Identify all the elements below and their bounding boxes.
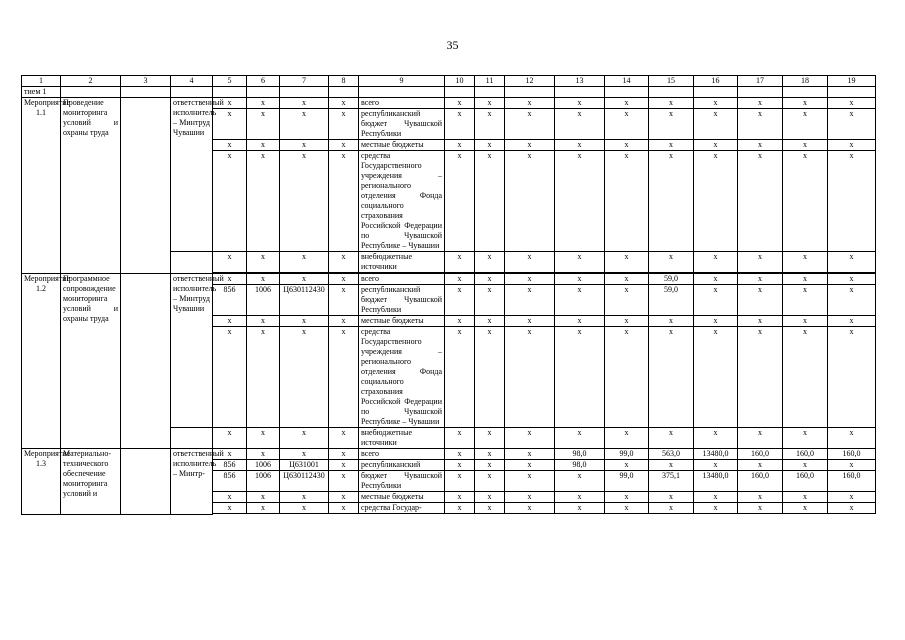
table-row [22,449,876,460]
value-cell: x [694,316,738,327]
empty-cell [555,514,605,515]
source-label: внебюджетные источники [359,252,445,273]
empty-cell [475,514,505,515]
empty-cell [445,514,475,515]
value-cell: 1006 [247,471,280,492]
empty-cell [61,87,121,98]
value-cell: x [505,449,555,460]
header-cell: 4 [171,76,213,87]
value-cell: x [329,109,359,140]
value-cell: x [828,428,876,449]
value-cell: x [783,503,828,514]
value-cell: x [505,252,555,273]
value-cell: x [247,252,280,273]
continuation-row [22,87,876,98]
value-cell: x [505,460,555,471]
value-cell: x [329,98,359,109]
value-cell: 98,0 [555,449,605,460]
empty-cell [121,87,171,98]
value-cell: x [445,471,475,492]
header-cell: 7 [280,76,329,87]
value-cell: x [738,492,783,503]
value-cell: x [555,471,605,492]
header-cell: 6 [247,76,280,87]
value-cell: x [213,428,247,449]
value-cell: x [213,109,247,140]
value-cell: x [738,428,783,449]
value-cell: x [738,285,783,316]
value-cell: 59,0 [649,274,694,285]
value-cell: x [783,109,828,140]
value-cell: x [213,98,247,109]
value-cell: x [828,316,876,327]
value-cell: x [213,274,247,285]
value-cell: x [694,460,738,471]
empty-cell [694,514,738,515]
value-cell: x [555,503,605,514]
value-cell: x [555,327,605,428]
value-cell: x [280,492,329,503]
value-cell: x [505,140,555,151]
empty-cell [828,87,876,98]
value-cell: x [445,109,475,140]
value-cell: x [505,471,555,492]
value-cell: x [247,151,280,252]
value-cell: x [280,316,329,327]
value-cell: x [505,327,555,428]
value-cell: x [247,316,280,327]
empty-cell [213,87,247,98]
empty-cell [475,87,505,98]
value-cell: x [694,492,738,503]
value-cell: x [738,151,783,252]
value-cell: x [605,252,649,273]
event-title: Проведение мониторинга условий и охраны труда [61,98,121,274]
source-label: всего [359,98,445,109]
value-cell: x [738,109,783,140]
value-cell: x [694,503,738,514]
value-cell: x [828,109,876,140]
value-cell: x [828,492,876,503]
value-cell: x [329,285,359,316]
value-cell: x [280,98,329,109]
value-cell: x [213,327,247,428]
value-cell: x [555,274,605,285]
value-cell: x [649,327,694,428]
value-cell: x [445,327,475,428]
value-cell: x [329,492,359,503]
value-cell: x [605,460,649,471]
header-cell: 1 [22,76,61,87]
value-cell: x [280,140,329,151]
value-cell: x [247,428,280,449]
value-cell: x [445,98,475,109]
header-cell: 14 [605,76,649,87]
value-cell: x [649,109,694,140]
event-executor: ответственный исполнитель – Минтруд Чувашии [171,98,213,252]
value-cell: x [649,492,694,503]
value-cell: x [505,274,555,285]
funding-table [21,75,876,515]
value-cell: x [213,151,247,252]
value-cell: x [783,428,828,449]
table-row [22,98,876,109]
value-cell: x [280,274,329,285]
value-cell: x [213,503,247,514]
value-cell: x [475,428,505,449]
value-cell: x [213,492,247,503]
event-name: Мероприятие 1.3 [22,449,61,515]
value-cell: x [213,140,247,151]
value-cell: x [247,449,280,460]
value-cell: x [555,316,605,327]
empty-cell [783,514,828,515]
value-cell: 99,0 [605,449,649,460]
event-title: Материально-технического обеспечение мониторинга условий и [61,449,121,515]
value-cell: x [445,460,475,471]
value-cell: x [694,327,738,428]
value-cell: x [694,98,738,109]
value-cell: x [505,151,555,252]
value-cell: x [280,327,329,428]
value-cell: 160,0 [828,449,876,460]
value-cell: x [738,98,783,109]
value-cell: x [738,316,783,327]
value-cell: x [445,274,475,285]
value-cell: x [783,327,828,428]
value-cell: x [738,460,783,471]
event-name: Мероприятие 1.1 [22,98,61,274]
continuation-label: тием 1 [22,87,61,98]
value-cell: x [505,316,555,327]
header-cell: 16 [694,76,738,87]
value-cell: x [475,98,505,109]
value-cell: x [783,274,828,285]
value-cell: x [783,492,828,503]
value-cell: x [475,252,505,273]
value-cell: x [649,503,694,514]
value-cell: x [555,285,605,316]
empty-cell [738,514,783,515]
value-cell: x [649,316,694,327]
empty-cell [555,87,605,98]
value-cell: x [475,274,505,285]
value-cell: x [605,109,649,140]
event-executor: ответственный исполнитель – Минтруд Чувашии [171,274,213,428]
value-cell: 160,0 [738,471,783,492]
empty-cell [247,87,280,98]
value-cell: x [783,98,828,109]
value-cell: x [649,252,694,273]
empty-cell [171,87,213,98]
value-cell: 59,0 [649,285,694,316]
value-cell: x [475,327,505,428]
value-cell: x [445,316,475,327]
value-cell: x [505,492,555,503]
value-cell: x [505,285,555,316]
value-cell: x [738,140,783,151]
value-cell: x [329,252,359,273]
source-label: местные бюджеты [359,492,445,503]
value-cell: 563,0 [649,449,694,460]
header-cell: 11 [475,76,505,87]
value-cell: x [505,109,555,140]
value-cell: x [605,316,649,327]
empty-cell [280,87,329,98]
value-cell: x [445,285,475,316]
value-cell: x [828,252,876,273]
value-cell: x [828,151,876,252]
header-cell: 12 [505,76,555,87]
source-label: средства Государственного учреждения – регионального отделения Фонда социального страхования Российской Федерации по Чувашской Республике – Чувашии [359,151,445,252]
value-cell: x [649,140,694,151]
value-cell: x [213,449,247,460]
value-cell: x [828,503,876,514]
value-cell: x [555,252,605,273]
value-cell: x [694,140,738,151]
value-cell: x [649,98,694,109]
header-row [22,76,876,87]
value-cell: x [280,503,329,514]
value-cell: 13480,0 [694,449,738,460]
value-cell: x [445,140,475,151]
source-label: бюджет Чувашской Республики [359,471,445,492]
value-cell: 856 [213,285,247,316]
value-cell: x [280,109,329,140]
value-cell: x [213,252,247,273]
value-cell: x [783,252,828,273]
value-cell: x [555,492,605,503]
value-cell: x [475,151,505,252]
value-cell: 160,0 [828,471,876,492]
empty-cell [783,87,828,98]
empty-cell [171,428,213,449]
value-cell: x [605,140,649,151]
empty-cell [505,514,555,515]
value-cell: x [445,449,475,460]
header-cell: 9 [359,76,445,87]
value-cell: x [475,316,505,327]
value-cell: x [555,151,605,252]
source-label: всего [359,274,445,285]
value-cell: x [694,274,738,285]
source-label: средства Государ- [359,503,445,514]
value-cell: x [475,285,505,316]
value-cell: x [280,449,329,460]
header-cell: 10 [445,76,475,87]
value-cell: x [280,151,329,252]
event-title: Программное сопровождение мониторинга условий и охраны труда [61,274,121,449]
value-cell: x [475,109,505,140]
empty-cell [329,514,359,515]
value-cell: x [445,428,475,449]
value-cell: x [445,503,475,514]
empty-cell [359,87,445,98]
value-cell: x [247,274,280,285]
value-cell: Ц630112430 [280,471,329,492]
value-cell: 1006 [247,460,280,471]
value-cell: x [247,327,280,428]
empty-cell [605,514,649,515]
value-cell: 856 [213,460,247,471]
empty-cell [171,252,213,274]
value-cell: 160,0 [783,449,828,460]
value-cell: x [828,274,876,285]
empty-cell [694,87,738,98]
value-cell: x [649,151,694,252]
value-cell: x [783,285,828,316]
value-cell: x [247,492,280,503]
value-cell: x [605,98,649,109]
empty-cell [649,87,694,98]
value-cell: x [329,151,359,252]
value-cell: x [694,109,738,140]
value-cell: x [738,274,783,285]
value-cell: x [329,449,359,460]
value-cell: x [694,428,738,449]
value-cell: x [329,428,359,449]
empty-cell [247,514,280,515]
header-cell: 3 [121,76,171,87]
source-label: внебюджетные источники [359,428,445,449]
header-cell: 19 [828,76,876,87]
value-cell: x [475,460,505,471]
value-cell: 160,0 [738,449,783,460]
value-cell: x [649,428,694,449]
value-cell: x [555,98,605,109]
value-cell: x [505,98,555,109]
value-cell: 1006 [247,285,280,316]
value-cell: x [605,503,649,514]
value-cell: x [605,151,649,252]
empty-cell [649,514,694,515]
header-cell: 2 [61,76,121,87]
empty-cell [445,87,475,98]
value-cell: x [445,151,475,252]
value-cell: x [828,327,876,428]
header-cell: 13 [555,76,605,87]
value-cell: x [828,98,876,109]
header-cell: 17 [738,76,783,87]
source-label: всего [359,449,445,460]
source-label: средства Государственного учреждения – регионального отделения Фонда социального страхования Российской Федерации по Чувашской Республике – Чувашии [359,327,445,428]
value-cell: x [783,151,828,252]
empty-cell [280,514,329,515]
value-cell: x [555,109,605,140]
source-label: местные бюджеты [359,316,445,327]
value-cell: x [605,327,649,428]
value-cell: x [605,428,649,449]
value-cell: x [329,471,359,492]
value-cell: x [213,316,247,327]
value-cell: x [555,428,605,449]
empty-cell [359,514,445,515]
source-label: республиканский бюджет Чувашской Республики [359,109,445,140]
value-cell: x [828,460,876,471]
value-cell: x [605,492,649,503]
value-cell: x [475,492,505,503]
event-name: Мероприятие 1.2 [22,274,61,449]
empty-cell [605,87,649,98]
value-cell: x [445,252,475,273]
value-cell: x [738,503,783,514]
value-cell: x [738,252,783,273]
value-cell: x [694,151,738,252]
empty-cell [505,87,555,98]
value-cell: 856 [213,471,247,492]
header-cell: 8 [329,76,359,87]
value-cell: 375,1 [649,471,694,492]
value-cell: x [329,460,359,471]
value-cell: x [445,492,475,503]
value-cell: x [783,460,828,471]
value-cell: x [783,140,828,151]
value-cell: x [247,98,280,109]
value-cell: 160,0 [783,471,828,492]
value-cell: x [475,471,505,492]
empty-cell [213,514,247,515]
header-cell: 18 [783,76,828,87]
value-cell: x [280,252,329,273]
value-cell: x [475,503,505,514]
value-cell: x [605,274,649,285]
header-cell: 5 [213,76,247,87]
value-cell: Ц630112430 [280,285,329,316]
value-cell: x [828,285,876,316]
value-cell: x [475,140,505,151]
value-cell: 98,0 [555,460,605,471]
source-label: местные бюджеты [359,140,445,151]
value-cell: x [329,316,359,327]
value-cell: 99,0 [605,471,649,492]
value-cell: x [280,428,329,449]
value-cell: x [475,449,505,460]
value-cell: x [505,503,555,514]
value-cell: x [329,274,359,285]
value-cell: x [247,503,280,514]
source-label: республиканский бюджет Чувашской Республики [359,285,445,316]
value-cell: 13480,0 [694,471,738,492]
empty-cell [121,449,171,515]
value-cell: x [505,428,555,449]
value-cell: x [649,460,694,471]
value-cell: x [783,316,828,327]
header-cell: 15 [649,76,694,87]
table-row [22,274,876,285]
value-cell: x [694,252,738,273]
value-cell: x [247,109,280,140]
value-cell: x [247,140,280,151]
event-executor: ответственный исполнитель – Минтр- [171,449,213,515]
value-cell: x [329,327,359,428]
empty-cell [121,98,171,274]
source-label: республиканский [359,460,445,471]
value-cell: x [738,327,783,428]
empty-cell [329,87,359,98]
value-cell: x [828,140,876,151]
page-number: 35 [446,38,459,52]
value-cell: x [605,285,649,316]
empty-cell [121,274,171,449]
value-cell: x [694,285,738,316]
value-cell: Ц631001 [280,460,329,471]
value-cell: x [329,503,359,514]
value-cell: x [555,140,605,151]
empty-cell [828,514,876,515]
empty-cell [738,87,783,98]
value-cell: x [329,140,359,151]
